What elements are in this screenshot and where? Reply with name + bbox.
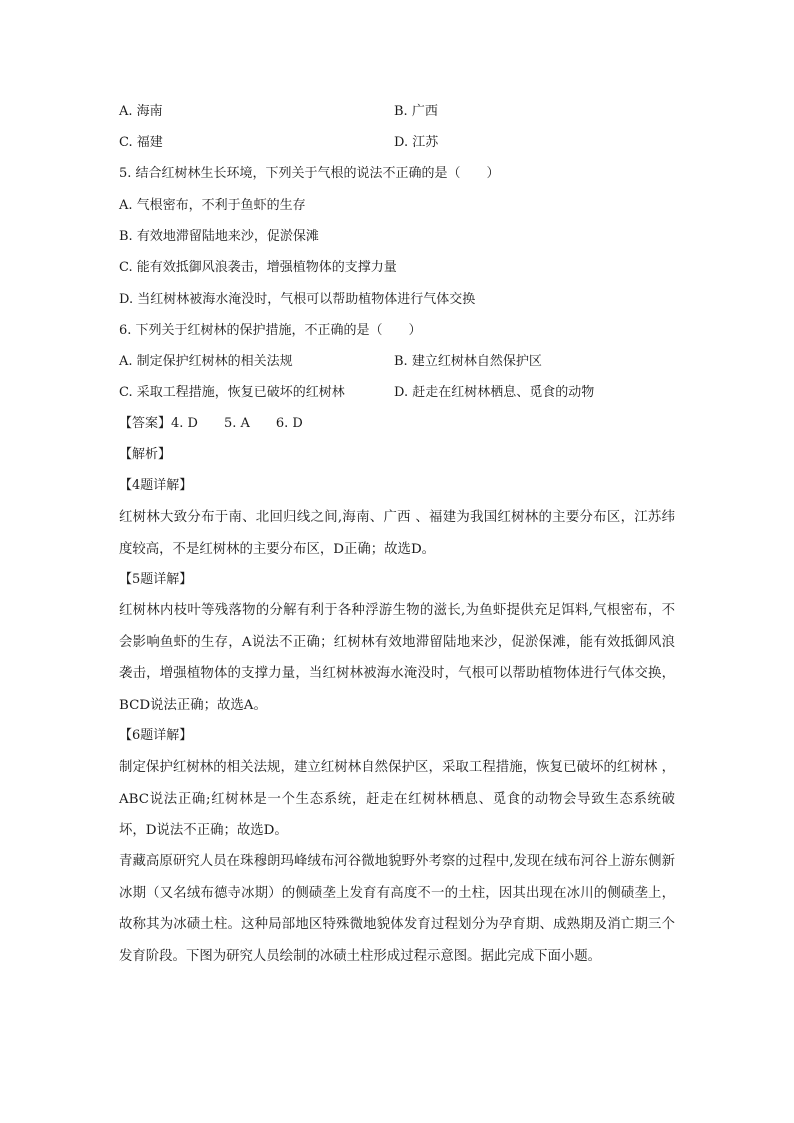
q5-detail-text: 红树林内枝叶等残落物的分解有利于各种浮游生物的滋长,为鱼虾提供充足饵料,气根密布，不会影响鱼虾的生存，A说法不正确；红树林有效地滞留陆地来沙，促淤保滩，能有效抵御风浪袭击，增强植物体的支撑力量，当红树林被海水淹没时，气根可以帮助植物体进行气体交换，BCD说法正确；故选A。 [119,603,675,713]
q4-detail-text: 红树林大致分布于南、北回归线之间,海南、广西 、福建为我国红树林的主要分布区，江苏纬度较高，不是红树林的主要分布区，D正确；故选D。 [119,510,675,557]
analysis-label: 【解析】 [119,447,172,462]
next-question-intro: 青藏高原研究人员在珠穆朗玛峰绒布河谷微地貌野外考察的过程中,发现在绒布河谷上游东侧新冰期（又名绒布德寺冰期）的侧碛垄上发育有高度不一的土柱，因其出现在冰川的侧碛垄上，故称其为冰碛土柱。这种局部地区特殊微地貌体发育过程划分为孕育期、成熟期及消亡期三个发育阶段。下图为研究人员绘制的冰碛土柱形成过程示意图。据此完成下面小题。 [119,854,675,964]
q5-option-d: D. 当红树林被海水淹没时，气根可以帮助植物体进行气体交换 [119,292,476,307]
q4-detail-heading: 【4题详解】 [119,478,193,493]
q5-option-a: A. 气根密布，不利于鱼虾的生存 [119,198,306,213]
q4-option-b: B. 广西 [394,104,438,119]
answer-label: 【答案】 [119,416,172,431]
answer-line [119,414,303,434]
q6-detail-text: 制定保护红树林的相关法规，建立红树林自然保护区，采取工程措施，恢复已破坏的红树林 ，ABC说法正确;红树林是一个生态系统，赶走在红树林栖息、觅食的动物会导致生态系统破坏，D说法不正确；故选D。 [119,760,675,838]
q5-option-c: C. 能有效抵御风浪袭击，增强植物体的支撑力量 [119,260,397,275]
q4-option-d: D. 江苏 [394,135,439,150]
q4-option-a: A. 海南 [119,104,163,119]
q6-stem: 6. 下列关于红树林的保护措施，不正确的是（ ） [119,323,422,338]
q6-detail-heading: 【6题详解】 [119,728,193,743]
q6-option-d: D. 赶走在红树林栖息、觅食的动物 [394,385,595,400]
answer-values: 4. D 5. A 6. D [171,416,303,431]
q4-option-c: C. 福建 [119,135,163,150]
q6-option-c: C. 采取工程措施，恢复已破坏的红树林 [119,385,345,400]
q6-option-b: B. 建立红树林自然保护区 [394,354,542,369]
q5-option-b: B. 有效地滞留陆地来沙，促淤保滩 [119,229,319,244]
q5-detail-heading: 【5题详解】 [119,572,193,587]
q6-option-a: A. 制定保护红树林的相关法规 [119,354,293,369]
q5-stem: 5. 结合红树林生长环境，下列关于气根的说法不正确的是（ ） [119,166,500,181]
